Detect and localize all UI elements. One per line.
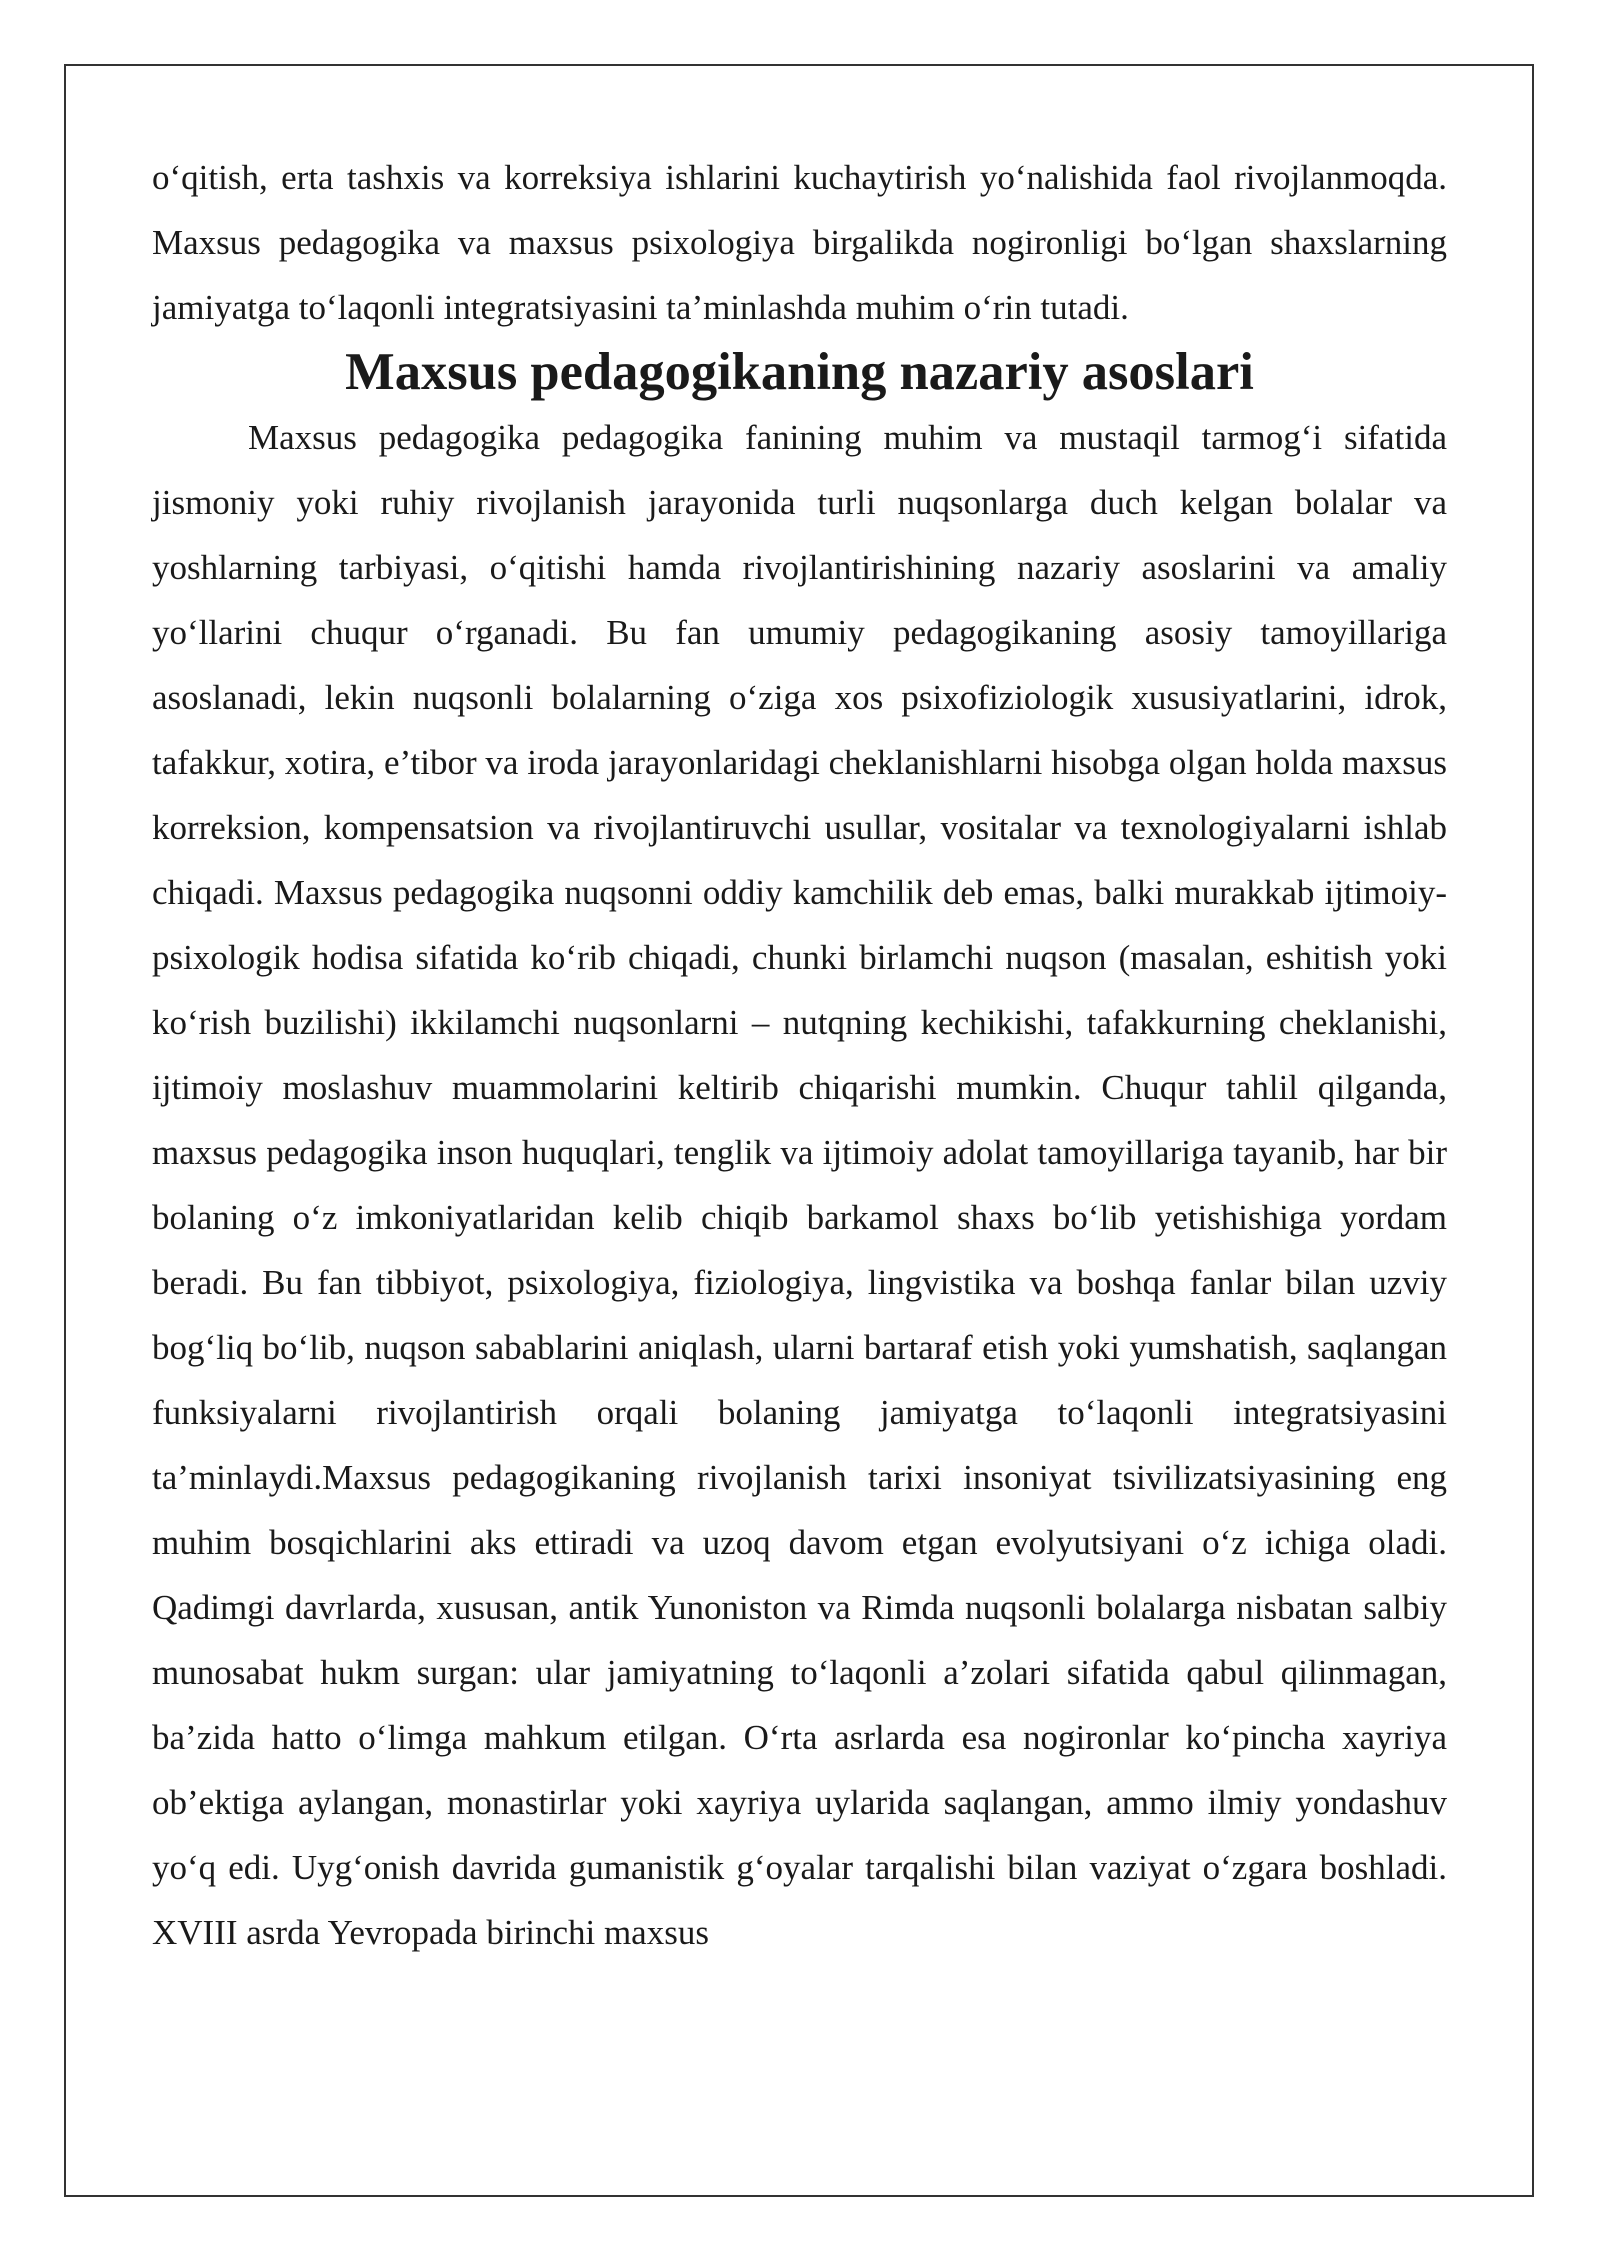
section-heading: Maxsus pedagogikaning nazariy asoslari	[345, 343, 1254, 401]
body-paragraph: Maxsus pedagogika pedagogika fanining muhim va mustaqil tarmog‘i sifatida jismoniy yoki ruhiy rivojlanish jarayonida turli nuqsonlarga duch kelgan bolalar va yoshlarning tarbiyasi, o‘qitishi hamda rivojlantirishining nazariy asoslarini va amaliy yo‘llarini chuqur o‘rganadi. Bu fan umumiy pedagogikaning asosiy tamoyillariga asoslanadi, lekin nuqsonli bolalarning o‘ziga xos psixofiziologik xususiyatlarini, idrok, tafakkur, xotira, e’tibor va iroda jarayonlaridagi cheklanishlarni hisobga olgan holda maxsus korreksion, kompensatsion va rivojlantiruvchi usullar, vositalar va texnologiyalarni ishlab chiqadi. Maxsus pedagogika nuqsonni oddiy kamchilik deb emas, balki murakkab ijtimoiy-psixologik hodisa sifatida ko‘rib chiqadi, chunki birlamchi nuqson (masalan, eshitish yoki ko‘rish buzilishi) ikkilamchi nuqsonlarni – nutqning kechikishi, tafakkurning cheklanishi, ijtimoiy moslashuv muammolarini keltirib chiqarishi mumkin. Chuqur tahlil qilganda, maxsus pedagogika inson huquqlari, tenglik va ijtimoiy adolat tamoyillariga tayanib, har bir bolaning o‘z imkoniyatlaridan kelib chiqib barkamol shaxs bo‘lib yetishishiga yordam beradi. Bu fan tibbiyot, psixologiya, fiziologiya, lingvistika va boshqa fanlar bilan uzviy bog‘liq bo‘lib, nuqson sabablarini aniqlash, ularni bartaraf etish yoki yumshatish, saqlangan funksiyalarni rivojlantirish orqali bolaning jamiyatga to‘laqonli integratsiyasini ta’minlaydi.Maxsus pedagogikaning rivojlanish tarixi insoniyat tsivilizatsiyasining eng muhim bosqichlarini aks ettiradi va uzoq davom etgan evolyutsiyani o‘z ichiga oladi. Qadimgi davrlarda, xususan, antik Yunoniston va Rimda nuqsonli bolalarga nisbatan salbiy munosabat hukm surgan: ular jamiyatning to‘laqonli a’zolari sifatida qabul qilinmagan, ba’zida hatto o‘limga mahkum etilgan. O‘rta asrlarda esa nogironlar ko‘pincha xayriya ob’ektiga aylangan, monastirlar yoki xayriya uylarida saqlangan, ammo ilmiy yondashuv yo‘q edi. Uyg‘onish davrida gumanistik g‘oyalar tarqalishi bilan vaziyat o‘zgara boshladi. XVIII asrda Yevropada birinchi maxsus	[152, 418, 1447, 1952]
intro-paragraph: o‘qitish, erta tashxis va korreksiya ishlarini kuchaytirish yo‘nalishida faol rivojlanmoqda. Maxsus pedagogika va maxsus psixologiya birgalikda nogironligi bo‘lgan shaxslarning jamiyatga to‘laqonli integratsiyasini ta’minlashda muhim o‘rin tutadi.	[152, 158, 1447, 327]
document-body	[152, 145, 1447, 1965]
